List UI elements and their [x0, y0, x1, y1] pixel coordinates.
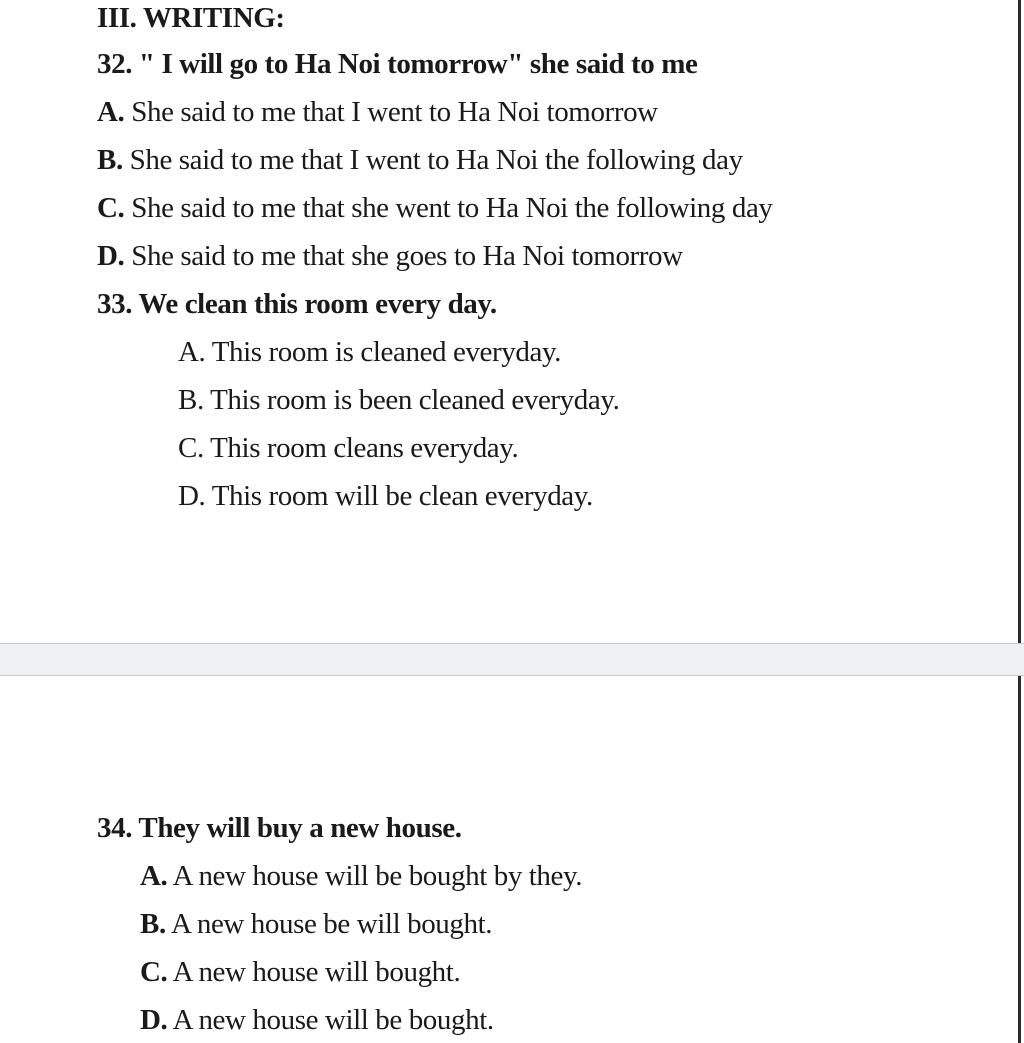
option-text: She said to me that she goes to Ha Noi tomorrow	[124, 240, 683, 272]
option-text: She said to me that I went to Ha Noi the following day	[122, 144, 743, 176]
question-32-option-b	[97, 142, 743, 178]
question-34-option-b	[140, 906, 492, 942]
question-34-option-a	[140, 858, 582, 894]
document-page-2	[0, 676, 1021, 1043]
option-label: B.	[140, 908, 166, 940]
option-label: A.	[178, 336, 206, 368]
question-34-prompt: 34. They will buy a new house.	[97, 812, 462, 844]
question-34-option-d	[140, 1002, 494, 1038]
page-separator	[0, 643, 1024, 676]
option-text: She said to me that she went to Ha Noi the following day	[124, 192, 773, 224]
option-text: A new house will bought.	[167, 956, 461, 988]
option-text: She said to me that I went to Ha Noi tomorrow	[124, 96, 658, 128]
option-text: A new house will be bought.	[167, 1004, 494, 1036]
question-33-prompt: 33. We clean this room every day.	[97, 288, 497, 320]
option-label: D.	[97, 240, 125, 272]
option-label: D.	[178, 480, 206, 512]
option-text: This room is been cleaned everyday.	[203, 384, 620, 416]
question-33-option-b	[178, 382, 619, 418]
question-34-option-c	[140, 954, 460, 990]
option-label: C.	[178, 432, 204, 464]
section-heading: III. WRITING:	[97, 2, 285, 34]
question-32-option-c	[97, 190, 773, 226]
option-text: A new house will be bought by they.	[167, 860, 583, 892]
option-text: This room is cleaned everyday.	[205, 336, 562, 368]
question-33-option-d	[178, 478, 593, 514]
option-label: D.	[140, 1004, 168, 1036]
question-32-prompt: 32. " I will go to Ha Noi tomorrow" she said to me	[97, 48, 698, 80]
question-32-option-a	[97, 94, 658, 130]
option-text: A new house be will bought.	[165, 908, 493, 940]
question-33-option-c	[178, 430, 518, 466]
option-text: This room cleans everyday.	[203, 432, 519, 464]
question-33-option-a	[178, 334, 561, 370]
option-label: A.	[97, 96, 125, 128]
option-label: A.	[140, 860, 168, 892]
option-text: This room will be clean everyday.	[205, 480, 593, 512]
option-label: C.	[97, 192, 125, 224]
option-label: B.	[97, 144, 123, 176]
option-label: B.	[178, 384, 204, 416]
question-32-option-d	[97, 238, 683, 274]
option-label: C.	[140, 956, 168, 988]
